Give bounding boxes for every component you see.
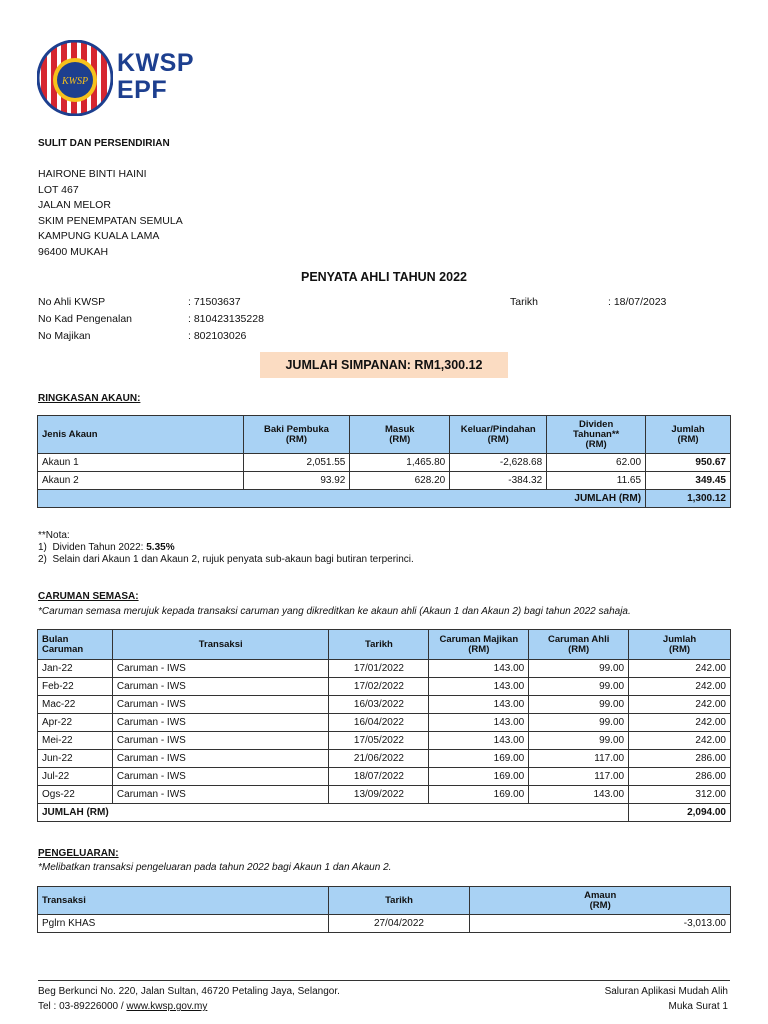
cell: Jun-22: [38, 750, 113, 768]
member-no-value: : 71503637: [188, 296, 241, 308]
cell: 950.67: [646, 454, 731, 472]
page-number: Muka Surat 1: [668, 1001, 728, 1012]
cell: 242.00: [629, 732, 731, 750]
col-header: Bulan Caruman: [38, 630, 113, 660]
cell: Pglrn KHAS: [38, 915, 329, 933]
cell: Caruman - IWS: [112, 696, 329, 714]
note-line-2: 2) Selain dari Akaun 1 dan Akaun 2, rujuk penyata sub-akaun bagi butiran terperinci.: [38, 554, 414, 565]
cell: Jul-22: [38, 768, 113, 786]
confidential-label: SULIT DAN PERSENDIRIAN: [38, 138, 170, 149]
cell: 99.00: [529, 660, 629, 678]
cell: Caruman - IWS: [112, 660, 329, 678]
table-row: [38, 915, 731, 933]
ic-label: No Kad Pengenalan: [38, 313, 132, 325]
address-line: 96400 MUKAH: [38, 245, 109, 258]
total-savings-box: JUMLAH SIMPANAN: RM1,300.12: [260, 352, 508, 378]
cell: Ogs-22: [38, 786, 113, 804]
dividend-rate: 5.35%: [146, 542, 175, 553]
employer-value: : 802103026: [188, 330, 247, 342]
withdrawals-note: *Melibatkan transaksi pengeluaran pada tahun 2022 bagi Akaun 1 dan Akaun 2.: [38, 862, 392, 873]
member-no-label: No Ahli KWSP: [38, 296, 106, 308]
col-header: Tarikh: [329, 630, 429, 660]
cell: Caruman - IWS: [112, 732, 329, 750]
logo-line-epf: EPF: [117, 76, 168, 104]
col-header: Dividen Tahunan** (RM): [547, 416, 646, 454]
cell: Caruman - IWS: [112, 678, 329, 696]
cell: 143.00: [429, 660, 529, 678]
cell: 169.00: [429, 786, 529, 804]
cell: Akaun 1: [38, 454, 244, 472]
summary-title: RINGKASAN AKAUN:: [38, 393, 141, 404]
table-row: [38, 786, 731, 804]
footer-meta: [605, 984, 728, 1014]
cell: 13/09/2022: [329, 786, 429, 804]
cell: 93.92: [243, 472, 350, 490]
cell: 99.00: [529, 696, 629, 714]
withdrawals-title: PENGELUARAN:: [38, 848, 119, 859]
cell: 349.45: [646, 472, 731, 490]
cell: 242.00: [629, 714, 731, 732]
cell: Mei-22: [38, 732, 113, 750]
total-value: 2,094.00: [629, 804, 731, 822]
col-header: Tarikh: [328, 887, 470, 915]
footer-tel: Tel : 03-89226000 /: [38, 1001, 127, 1012]
cell: 1,465.80: [350, 454, 450, 472]
cell: 242.00: [629, 660, 731, 678]
address-line: LOT 467: [38, 183, 79, 196]
statement-title: PENYATA AHLI TAHUN 2022: [300, 270, 467, 284]
cell: 286.00: [629, 768, 731, 786]
kwsp-emblem-icon: [37, 40, 113, 116]
cell: Akaun 2: [38, 472, 244, 490]
date-label: Tarikh: [510, 296, 539, 308]
table-row: [38, 768, 731, 786]
col-header: Keluar/Pindahan (RM): [450, 416, 547, 454]
table-row: [38, 714, 731, 732]
ic-value: : 810423135228: [188, 313, 264, 325]
cell: -3,013.00: [470, 915, 731, 933]
cell: Caruman - IWS: [112, 750, 329, 768]
cell: 2,051.55: [243, 454, 350, 472]
footer-divider: [38, 980, 730, 981]
table-row: [38, 472, 731, 490]
cell: 143.00: [529, 786, 629, 804]
emblem-text: KWSP: [61, 76, 89, 87]
employer-label: No Majikan: [38, 330, 91, 342]
logo-text: [117, 50, 194, 104]
total-label: JUMLAH (RM): [38, 804, 629, 822]
cell: 18/07/2022: [329, 768, 429, 786]
contributions-note: *Caruman semasa merujuk kepada transaksi caruman yang dikreditkan ke akaun ahli (Akaun 1 dan Akaun 2) bagi tahun 2022 sahaja.: [38, 606, 631, 617]
table-row: [38, 732, 731, 750]
col-header: Transaksi: [38, 887, 329, 915]
contributions-total-row: [38, 804, 731, 822]
col-header: Jenis Akaun: [38, 416, 244, 454]
col-header: Jumlah (RM): [629, 630, 731, 660]
cell: 312.00: [629, 786, 731, 804]
footer-address: Beg Berkunci No. 220, Jalan Sultan, 46720 Petaling Jaya, Selangor.: [38, 986, 340, 997]
address-line: KAMPUNG KUALA LAMA: [38, 230, 160, 243]
cell: -2,628.68: [450, 454, 547, 472]
date-value: : 18/07/2023: [608, 296, 667, 308]
logo-line-kwsp: KWSP: [117, 49, 194, 77]
summary-total-row: [38, 490, 731, 508]
footer-app-channel: Saluran Aplikasi Mudah Alih: [604, 986, 728, 997]
col-header: Caruman Ahli (RM): [529, 630, 629, 660]
cell: 169.00: [429, 750, 529, 768]
contributions-header-row: [38, 630, 731, 660]
cell: 99.00: [529, 678, 629, 696]
cell: 17/01/2022: [329, 660, 429, 678]
withdrawals-header-row: [38, 887, 731, 915]
cell: 242.00: [629, 678, 731, 696]
table-row: [38, 750, 731, 768]
address-line: SKIM PENEMPATAN SEMULA: [38, 214, 183, 227]
cell: 16/03/2022: [329, 696, 429, 714]
cell: Caruman - IWS: [112, 786, 329, 804]
summary-table: [37, 415, 731, 508]
cell: Caruman - IWS: [112, 768, 329, 786]
total-label: JUMLAH (RM): [38, 490, 646, 508]
cell: Caruman - IWS: [112, 714, 329, 732]
table-row: [38, 660, 731, 678]
cell: Apr-22: [38, 714, 113, 732]
address-line: JALAN MELOR: [38, 199, 111, 212]
cell: 99.00: [529, 732, 629, 750]
notes: [38, 530, 414, 566]
cell: 117.00: [529, 768, 629, 786]
col-header: Baki Pembuka (RM): [243, 416, 350, 454]
cell: 16/04/2022: [329, 714, 429, 732]
table-row: [38, 696, 731, 714]
col-header: Transaksi: [112, 630, 329, 660]
withdrawals-table: [37, 886, 731, 933]
cell: 628.20: [350, 472, 450, 490]
cell: 143.00: [429, 696, 529, 714]
cell: Mac-22: [38, 696, 113, 714]
footer-contact: [38, 984, 340, 1014]
col-header: Caruman Majikan (RM): [429, 630, 529, 660]
note-1-text: 1) Dividen Tahun 2022:: [38, 542, 147, 553]
cell: 143.00: [429, 678, 529, 696]
notes-heading: **Nota:: [38, 530, 70, 541]
kwsp-logo: [37, 40, 197, 116]
contributions-table: [37, 629, 731, 822]
cell: 62.00: [547, 454, 646, 472]
cell: Feb-22: [38, 678, 113, 696]
footer-tel-line: [38, 999, 340, 1014]
recipient-address: [38, 167, 183, 261]
cell: 99.00: [529, 714, 629, 732]
cell: 17/05/2022: [329, 732, 429, 750]
address-line: HAIRONE BINTI HAINI: [38, 168, 147, 180]
table-row: [38, 678, 731, 696]
cell: Jan-22: [38, 660, 113, 678]
cell: 21/06/2022: [329, 750, 429, 768]
cell: 169.00: [429, 768, 529, 786]
cell: 286.00: [629, 750, 731, 768]
cell: 17/02/2022: [329, 678, 429, 696]
table-row: [38, 454, 731, 472]
cell: 117.00: [529, 750, 629, 768]
total-value: 1,300.12: [646, 490, 731, 508]
cell: 143.00: [429, 732, 529, 750]
col-header: Jumlah (RM): [646, 416, 731, 454]
cell: 143.00: [429, 714, 529, 732]
note-line-1: [38, 542, 414, 554]
cell: 242.00: [629, 696, 731, 714]
cell: 11.65: [547, 472, 646, 490]
contributions-title: CARUMAN SEMASA:: [38, 591, 139, 602]
cell: -384.32: [450, 472, 547, 490]
col-header: Masuk (RM): [350, 416, 450, 454]
summary-header-row: [38, 416, 731, 454]
cell: 27/04/2022: [328, 915, 470, 933]
col-header: Amaun (RM): [470, 887, 731, 915]
website-link[interactable]: www.kwsp.gov.my: [126, 1001, 208, 1012]
